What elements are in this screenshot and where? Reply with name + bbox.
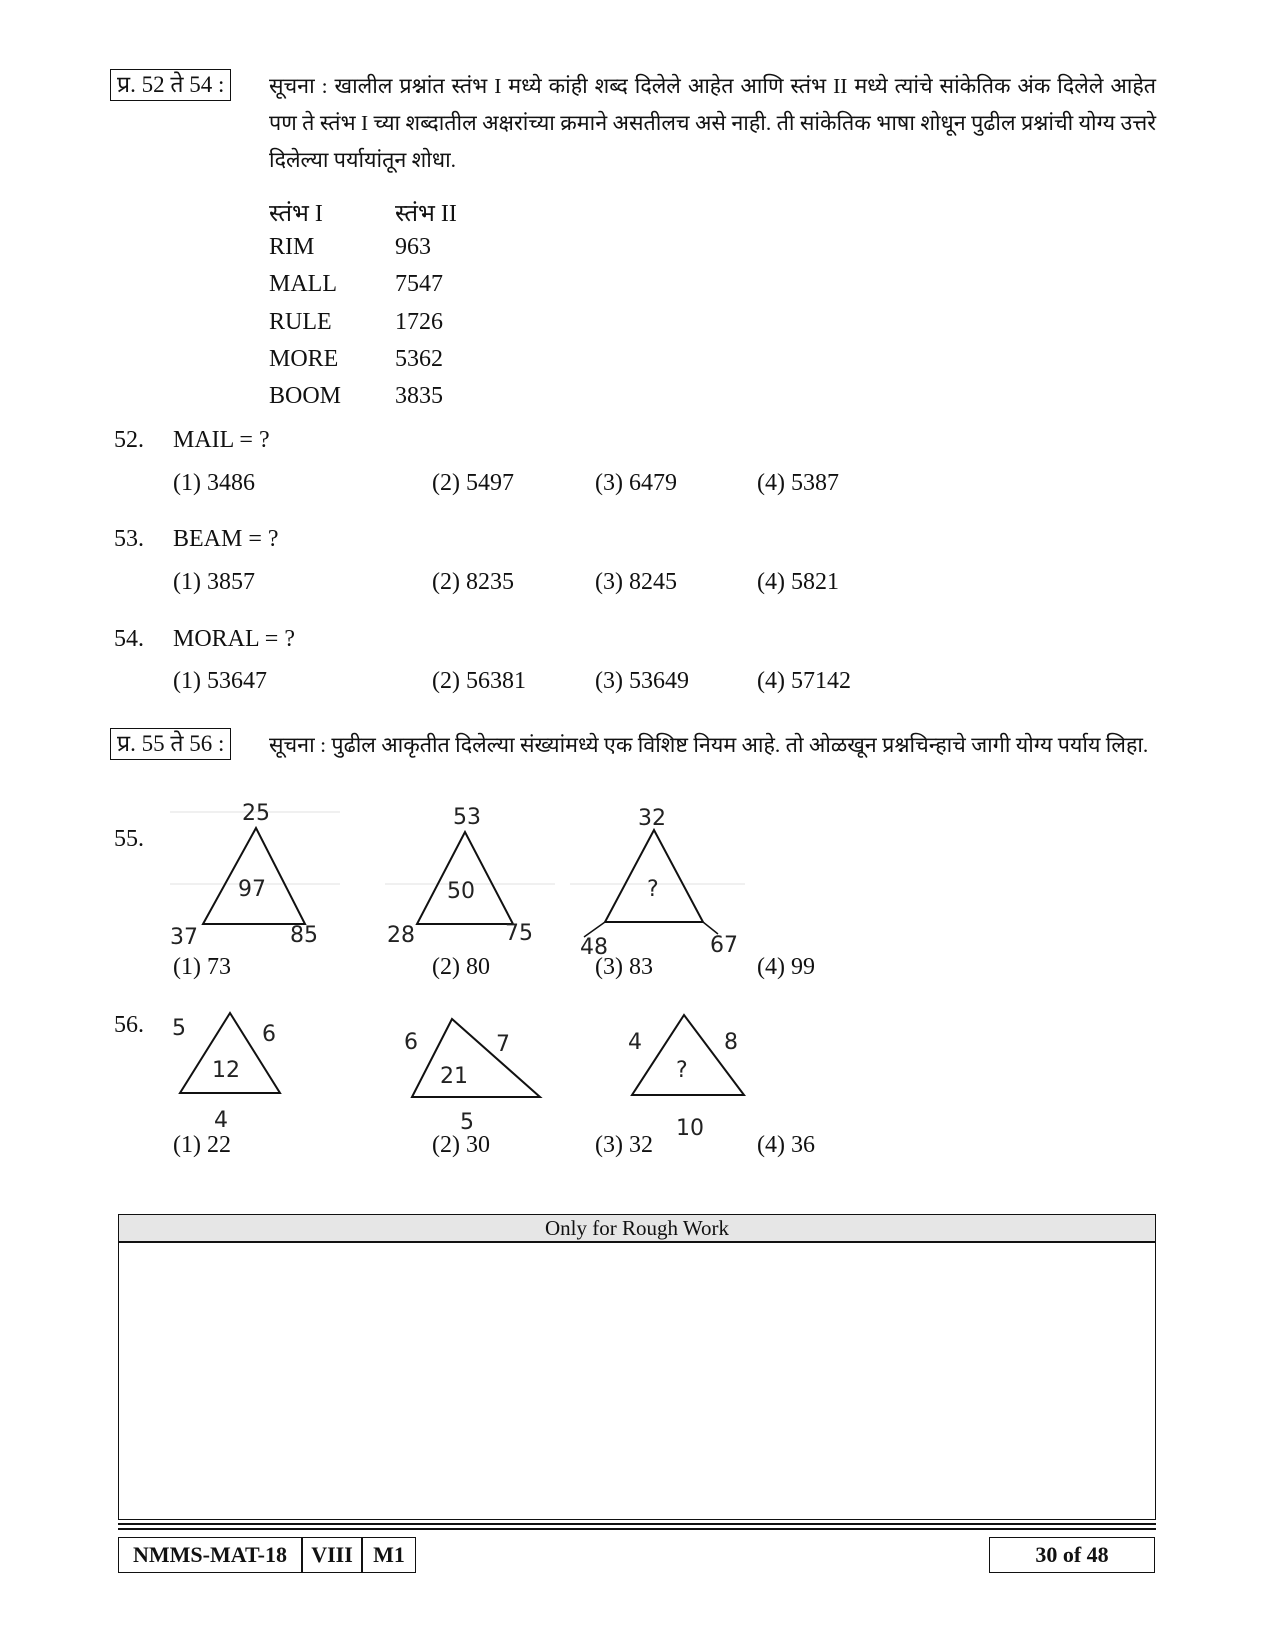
- question-text-53: BEAM = ?: [173, 526, 279, 552]
- table-row-word: MALL: [269, 271, 337, 297]
- figure-left-number: 6: [404, 1030, 418, 1055]
- table-row-word: BOOM: [269, 383, 342, 409]
- option-53-3[interactable]: (3) 8245: [595, 569, 677, 595]
- instruction-52-54: सूचना : खालील प्रश्नांत स्तंभ I मध्ये कांही शब्द दिलेले आहेत आणि स्तंभ II मध्ये त्यांचे सांकेतिक अंक दिलेले आहेत पण ते स्तंभ I च्या शब्दातील अक्षरांच्या क्रमाने असतीलच असे नाही. ती सांकेतिक भाषा शोधून पुढील प्रश्नांची योग्य उत्तरे दिलेल्या पर्यायांतून शोधा.: [269, 74, 1156, 172]
- footer-page-number: 30 of 48: [989, 1537, 1155, 1573]
- table-row-code: 7547: [395, 271, 443, 297]
- footer-medium: M1: [362, 1537, 416, 1573]
- question-text-54: MORAL = ?: [173, 626, 295, 652]
- figure-56-1: [168, 1005, 318, 1145]
- figure-right-number: 67: [710, 933, 738, 958]
- figure-left-number: 37: [170, 925, 198, 950]
- figure-center-number: 50: [447, 879, 475, 904]
- figure-right-number: 6: [262, 1022, 276, 1047]
- column-1-header: स्तंभ I: [269, 201, 323, 227]
- figure-right-number: 8: [724, 1030, 738, 1055]
- table-row-code: 3835: [395, 383, 443, 409]
- footer-class: VIII: [302, 1537, 362, 1573]
- option-56-3[interactable]: (3) 32: [595, 1132, 653, 1158]
- figure-right-number: 7: [496, 1032, 510, 1057]
- table-row-code: 1726: [395, 309, 443, 335]
- table-row-code: 5362: [395, 346, 443, 372]
- figure-left-number: 5: [172, 1016, 186, 1041]
- figure-top-number: 53: [453, 805, 481, 830]
- option-56-4[interactable]: (4) 36: [757, 1132, 815, 1158]
- option-54-4[interactable]: (4) 57142: [757, 668, 851, 694]
- option-54-2[interactable]: (2) 56381: [432, 668, 526, 694]
- option-56-1[interactable]: (1) 22: [173, 1132, 231, 1158]
- figure-center-number: 97: [238, 877, 266, 902]
- figure-56-2: [400, 1005, 560, 1145]
- option-52-1[interactable]: (1) 3486: [173, 470, 255, 496]
- table-row-code: 963: [395, 234, 431, 260]
- option-53-4[interactable]: (4) 5821: [757, 569, 839, 595]
- question-number-53: 53.: [114, 526, 144, 552]
- figure-bottom-number: 5: [460, 1110, 474, 1135]
- option-55-3[interactable]: (3) 83: [595, 954, 653, 980]
- column-2-header: स्तंभ II: [395, 201, 457, 227]
- question-number-54: 54.: [114, 626, 144, 652]
- question-number-52: 52.: [114, 427, 144, 453]
- figure-55-3: [570, 800, 745, 965]
- option-55-1[interactable]: (1) 73: [173, 954, 231, 980]
- figure-left-number: 4: [628, 1030, 642, 1055]
- figure-top-number: 25: [242, 801, 270, 826]
- option-53-2[interactable]: (2) 8235: [432, 569, 514, 595]
- option-54-3[interactable]: (3) 53649: [595, 668, 689, 694]
- figure-center-number: ?: [647, 877, 659, 902]
- figure-right-number: 75: [505, 921, 533, 946]
- option-55-4[interactable]: (4) 99: [757, 954, 815, 980]
- rough-work-box[interactable]: [118, 1214, 1156, 1520]
- option-54-1[interactable]: (1) 53647: [173, 668, 267, 694]
- option-52-3[interactable]: (3) 6479: [595, 470, 677, 496]
- question-number-56: 56.: [114, 1012, 144, 1038]
- table-row-word: MORE: [269, 346, 339, 372]
- question-range-box-52-54: प्र. 52 ते 54 :: [110, 69, 231, 101]
- figure-center-number: 12: [212, 1058, 240, 1083]
- figure-left-number: 28: [387, 923, 415, 948]
- option-55-2[interactable]: (2) 80: [432, 954, 490, 980]
- figure-55-2: [385, 800, 555, 965]
- footer-divider: [118, 1523, 1156, 1525]
- footer-exam-code: NMMS-MAT-18: [118, 1537, 302, 1573]
- option-52-4[interactable]: (4) 5387: [757, 470, 839, 496]
- question-number-55: 55.: [114, 826, 144, 852]
- table-row-word: RIM: [269, 234, 315, 260]
- option-56-2[interactable]: (2) 30: [432, 1132, 490, 1158]
- footer-divider: [118, 1528, 1156, 1530]
- option-53-1[interactable]: (1) 3857: [173, 569, 255, 595]
- instruction-55-56: सूचना : पुढील आकृतीत दिलेल्या संख्यांमध्ये एक विशिष्ट नियम आहे. तो ओळखून प्रश्नचिन्हाचे जागी योग्य पर्याय लिहा.: [269, 733, 1149, 757]
- question-range-box-55-56: प्र. 55 ते 56 :: [110, 728, 231, 760]
- question-text-52: MAIL = ?: [173, 427, 270, 453]
- figure-bottom-number: 4: [214, 1108, 228, 1133]
- figure-left-number: 48: [580, 935, 608, 960]
- figure-bottom-number: 10: [676, 1116, 704, 1141]
- figure-top-number: 32: [638, 806, 666, 831]
- table-row-word: RULE: [269, 309, 332, 335]
- figure-center-number: 21: [440, 1064, 468, 1089]
- rough-work-heading: Only for Rough Work: [119, 1215, 1155, 1243]
- figure-center-number: ?: [676, 1058, 688, 1083]
- figure-55-1: [170, 800, 340, 965]
- figure-right-number: 85: [290, 923, 318, 948]
- option-52-2[interactable]: (2) 5497: [432, 470, 514, 496]
